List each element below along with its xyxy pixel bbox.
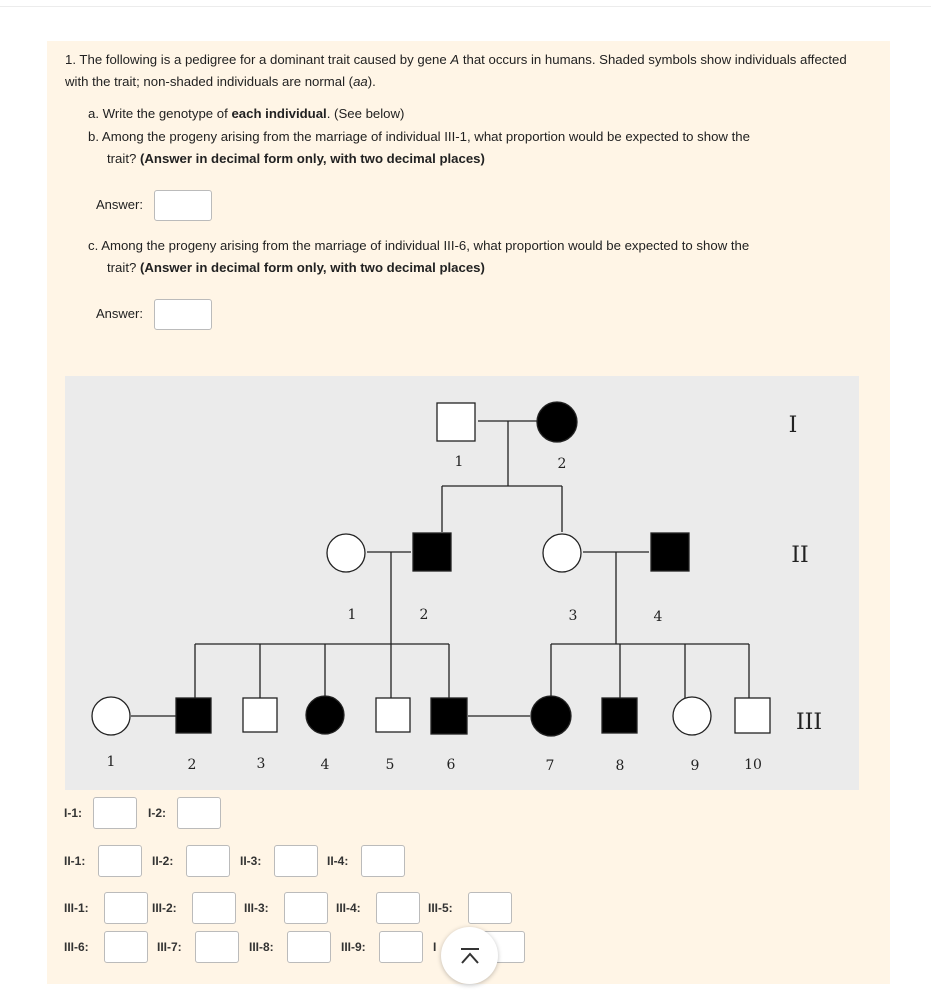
gen-label-I: I [788, 413, 798, 438]
label-II-1: II-1: [64, 854, 86, 868]
gene-symbol: A [450, 52, 460, 67]
label-III-10-partial: I [433, 940, 437, 954]
pedigree-diagram [65, 376, 859, 790]
num-III-2: 2 [187, 757, 197, 773]
individual-III-5 [376, 698, 410, 732]
individual-I-2 [537, 402, 577, 442]
label-III-9: III-9: [341, 940, 366, 954]
chevron-up-icon [459, 947, 481, 965]
part-a: a. Write the genotype of each individual. (See below) [88, 106, 405, 121]
individual-II-4 [651, 533, 689, 571]
num-III-4: 4 [320, 757, 330, 773]
label-III-8: III-8: [249, 940, 274, 954]
input-III-1[interactable] [104, 892, 148, 924]
individual-III-6 [431, 698, 467, 734]
individual-I-1 [437, 403, 475, 441]
individual-III-8 [602, 698, 637, 733]
label-II-2: II-2: [152, 854, 174, 868]
label-III-2: III-2: [152, 901, 177, 915]
input-II-3[interactable] [274, 845, 318, 877]
pedigree-svg [65, 376, 859, 790]
num-I-1: 1 [454, 454, 464, 470]
label-III-5: III-5: [428, 901, 453, 915]
input-III-7[interactable] [195, 931, 239, 963]
input-III-9[interactable] [379, 931, 423, 963]
num-III-6: 6 [446, 757, 456, 773]
part-c: c. Among the progeny arising from the marriage of individual III-6, what proportion would be expected to show the trait? (Answer in decimal form only, with two decimal places) [88, 238, 750, 275]
gen-label-III: III [795, 710, 823, 735]
label-III-3: III-3: [244, 901, 269, 915]
label-II-3: II-3: [240, 854, 262, 868]
answer-b-input[interactable] [154, 190, 212, 221]
top-divider [0, 6, 931, 7]
answer-c-input[interactable] [154, 299, 212, 330]
num-II-4: 4 [653, 609, 663, 625]
num-III-10: 10 [744, 757, 762, 773]
label-II-4: II-4: [327, 854, 349, 868]
input-I-2[interactable] [177, 797, 221, 829]
input-III-2[interactable] [192, 892, 236, 924]
label-III-6: III-6: [64, 940, 89, 954]
individual-III-9 [673, 697, 711, 735]
label-I-1: I-1: [64, 806, 82, 820]
question-intro: 1. The following is a pedigree for a dominant trait caused by gene A that occurs in humans. Shaded symbols show individuals affected with the trait; non-shaded individuals are normal (aa). [65, 52, 847, 89]
pedigree-symbols [92, 402, 770, 736]
num-III-3: 3 [256, 756, 266, 772]
part-b: b. Among the progeny arising from the marriage of individual III-1, what proportion would be expected to show the trait? (Answer in decimal form only, with two decimal places) [88, 129, 750, 166]
label-III-7: III-7: [157, 940, 182, 954]
input-III-6[interactable] [104, 931, 148, 963]
num-II-2: 2 [419, 607, 429, 623]
individual-III-1 [92, 697, 130, 735]
individual-III-4 [306, 696, 344, 734]
individual-II-1 [327, 534, 365, 572]
num-I-2: 2 [557, 456, 567, 472]
input-II-2[interactable] [186, 845, 230, 877]
num-III-5: 5 [385, 757, 395, 773]
individual-III-3 [243, 698, 277, 732]
individual-II-2 [413, 533, 451, 571]
input-II-4[interactable] [361, 845, 405, 877]
num-III-1: 1 [106, 754, 116, 770]
num-III-9: 9 [690, 758, 700, 774]
num-II-1: 1 [347, 607, 357, 623]
answer-c-label: Answer: [96, 306, 143, 321]
num-III-8: 8 [615, 758, 625, 774]
individual-III-2 [176, 698, 211, 733]
input-III-4[interactable] [376, 892, 420, 924]
label-III-4: III-4: [336, 901, 361, 915]
normal-genotype: aa [353, 74, 368, 89]
gen-label-II: II [791, 543, 809, 568]
input-I-1[interactable] [93, 797, 137, 829]
label-III-1: III-1: [64, 901, 89, 915]
input-III-5[interactable] [468, 892, 512, 924]
label-I-2: I-2: [148, 806, 166, 820]
input-III-8[interactable] [287, 931, 331, 963]
individual-II-3 [543, 534, 581, 572]
num-II-3: 3 [568, 608, 578, 624]
input-II-1[interactable] [98, 845, 142, 877]
scroll-to-top-button[interactable] [441, 927, 498, 984]
answer-b-label: Answer: [96, 197, 143, 212]
num-III-7: 7 [545, 758, 555, 774]
individual-III-7 [531, 696, 571, 736]
individual-III-10 [735, 698, 770, 733]
input-III-3[interactable] [284, 892, 328, 924]
